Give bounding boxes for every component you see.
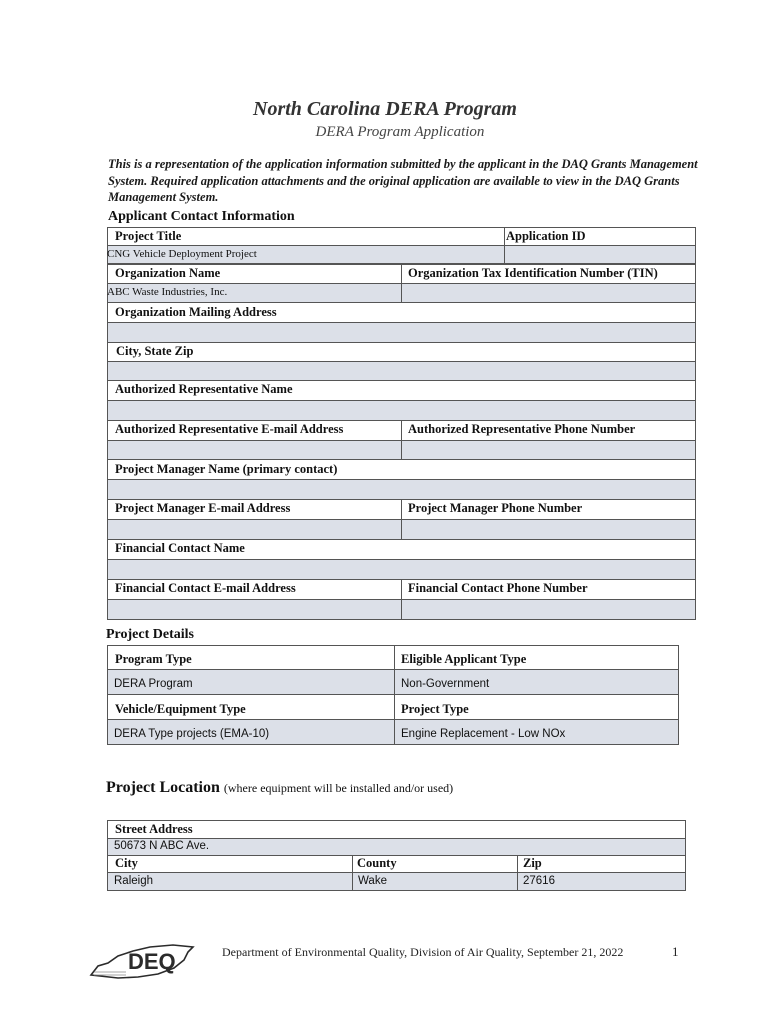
- vehicle-type-value: DERA Type projects (EMA-10): [114, 728, 270, 740]
- project-type-label-cell: [394, 694, 679, 720]
- auth-rep-email-field[interactable]: [107, 440, 402, 460]
- deq-logo: [88, 938, 200, 982]
- org-name-field[interactable]: [107, 283, 402, 303]
- zip-label: Zip: [523, 856, 542, 870]
- vehicle-label-cell: [107, 694, 395, 720]
- city-value: Raleigh: [114, 875, 153, 887]
- zip-value: 27616: [523, 875, 555, 887]
- application-id-label: Application ID: [506, 229, 586, 243]
- fin-phone-label-cell: [401, 579, 696, 600]
- vehicle-type-label: Vehicle/Equipment Type: [115, 702, 246, 716]
- program-type-field[interactable]: [107, 669, 395, 695]
- auth-email-label-cell: [107, 420, 402, 441]
- page-number: 1: [672, 944, 679, 959]
- footer-text: Department of Environmental Quality, Division of Air Quality, September 21, 2022: [222, 945, 624, 959]
- street-label-cell: [107, 820, 686, 839]
- fin-email-label: Financial Contact E-mail Address: [115, 581, 296, 595]
- pm-name-label: Project Manager Name (primary contact): [115, 462, 338, 476]
- city-label-cell: [107, 855, 353, 873]
- mailing-label-cell: [107, 302, 696, 323]
- application-id-field[interactable]: [504, 245, 696, 264]
- city-state-label-cell: [107, 342, 696, 362]
- eligible-label-cell: [394, 645, 679, 670]
- auth-name-label-cell: [107, 380, 696, 401]
- pm-email-label-cell: [107, 499, 402, 520]
- pm-name-label-cell: [107, 459, 696, 480]
- pm-email-label: Project Manager E-mail Address: [115, 501, 291, 515]
- page-title: North Carolina DERA Program: [253, 98, 517, 120]
- org-name-value: ABC Waste Industries, Inc.: [107, 286, 228, 298]
- program-type-label: Program Type: [115, 652, 192, 666]
- project-title-label-cell: [107, 227, 505, 246]
- page-subtitle: DERA Program Application: [315, 124, 485, 140]
- project-type-field[interactable]: [394, 719, 679, 745]
- tin-label-cell: [401, 264, 696, 284]
- fin-contact-name-field[interactable]: [107, 559, 696, 580]
- fin-phone-field[interactable]: [401, 599, 696, 620]
- pm-email-field[interactable]: [107, 519, 402, 540]
- pm-phone-label: Project Manager Phone Number: [408, 501, 583, 515]
- eligible-applicant-label: Eligible Applicant Type: [401, 652, 527, 666]
- auth-rep-phone-field[interactable]: [401, 440, 696, 460]
- location-note: (where equipment will be installed and/or used): [223, 781, 454, 795]
- details-section-heading: Project Details: [106, 627, 194, 642]
- tin-label: Organization Tax Identification Number (TIN): [408, 266, 658, 280]
- fin-contact-name-label: Financial Contact Name: [115, 541, 245, 555]
- fin-email-field[interactable]: [107, 599, 402, 620]
- nc-state-outline-icon: [88, 938, 200, 982]
- mailing-address-label: Organization Mailing Address: [115, 305, 277, 319]
- project-title-field[interactable]: [107, 245, 505, 264]
- county-field[interactable]: [352, 872, 518, 891]
- city-state-zip-label: City, State Zip: [116, 344, 194, 358]
- org-name-label: Organization Name: [115, 266, 221, 280]
- location-section-heading: Project Location: [106, 779, 220, 796]
- zip-field[interactable]: [517, 872, 686, 891]
- application-id-label-cell: [504, 227, 696, 246]
- county-label-cell: [352, 855, 518, 873]
- auth-rep-phone-label: Authorized Representative Phone Number: [408, 422, 636, 436]
- program-type-label-cell: [107, 645, 395, 670]
- fin-phone-label: Financial Contact Phone Number: [408, 581, 588, 595]
- project-type-value: Engine Replacement - Low NOx: [401, 728, 566, 740]
- deq-logo-text: DEQ: [128, 949, 176, 974]
- mailing-address-field[interactable]: [107, 322, 696, 343]
- auth-rep-name-field[interactable]: [107, 400, 696, 421]
- project-title-value: CNG Vehicle Deployment Project: [107, 248, 257, 260]
- auth-rep-name-label: Authorized Representative Name: [115, 382, 293, 396]
- tin-field[interactable]: [401, 283, 696, 303]
- pm-phone-field[interactable]: [401, 519, 696, 540]
- city-field[interactable]: [107, 872, 353, 891]
- pm-phone-label-cell: [401, 499, 696, 520]
- program-type-value: DERA Program: [114, 678, 193, 690]
- county-value: Wake: [358, 875, 387, 887]
- street-address-field[interactable]: [107, 838, 686, 856]
- org-name-label-cell: [107, 264, 402, 284]
- zip-label-cell: [517, 855, 686, 873]
- fin-email-label-cell: [107, 579, 402, 600]
- location-heading-line: [106, 779, 453, 797]
- county-label: County: [357, 856, 397, 870]
- intro-paragraph: This is a representation of the application information submitted by the applicant in the DAQ Grants Management System. Required application attachments and the original application are available to view in the DAQ Grants Management System.: [108, 157, 698, 204]
- project-title-label: Project Title: [115, 229, 182, 243]
- city-state-zip-field[interactable]: [107, 361, 696, 381]
- project-type-label: Project Type: [401, 702, 469, 716]
- pm-name-field[interactable]: [107, 479, 696, 500]
- eligible-applicant-value: Non-Government: [401, 678, 490, 690]
- auth-phone-label-cell: [401, 420, 696, 441]
- vehicle-type-field[interactable]: [107, 719, 395, 745]
- street-address-label: Street Address: [115, 822, 193, 836]
- fin-name-label-cell: [107, 539, 696, 560]
- auth-rep-email-label: Authorized Representative E-mail Address: [115, 422, 344, 436]
- eligible-applicant-field[interactable]: [394, 669, 679, 695]
- city-label: City: [115, 856, 138, 870]
- street-address-value: 50673 N ABC Ave.: [114, 840, 210, 852]
- contact-section-heading: Applicant Contact Information: [108, 209, 295, 224]
